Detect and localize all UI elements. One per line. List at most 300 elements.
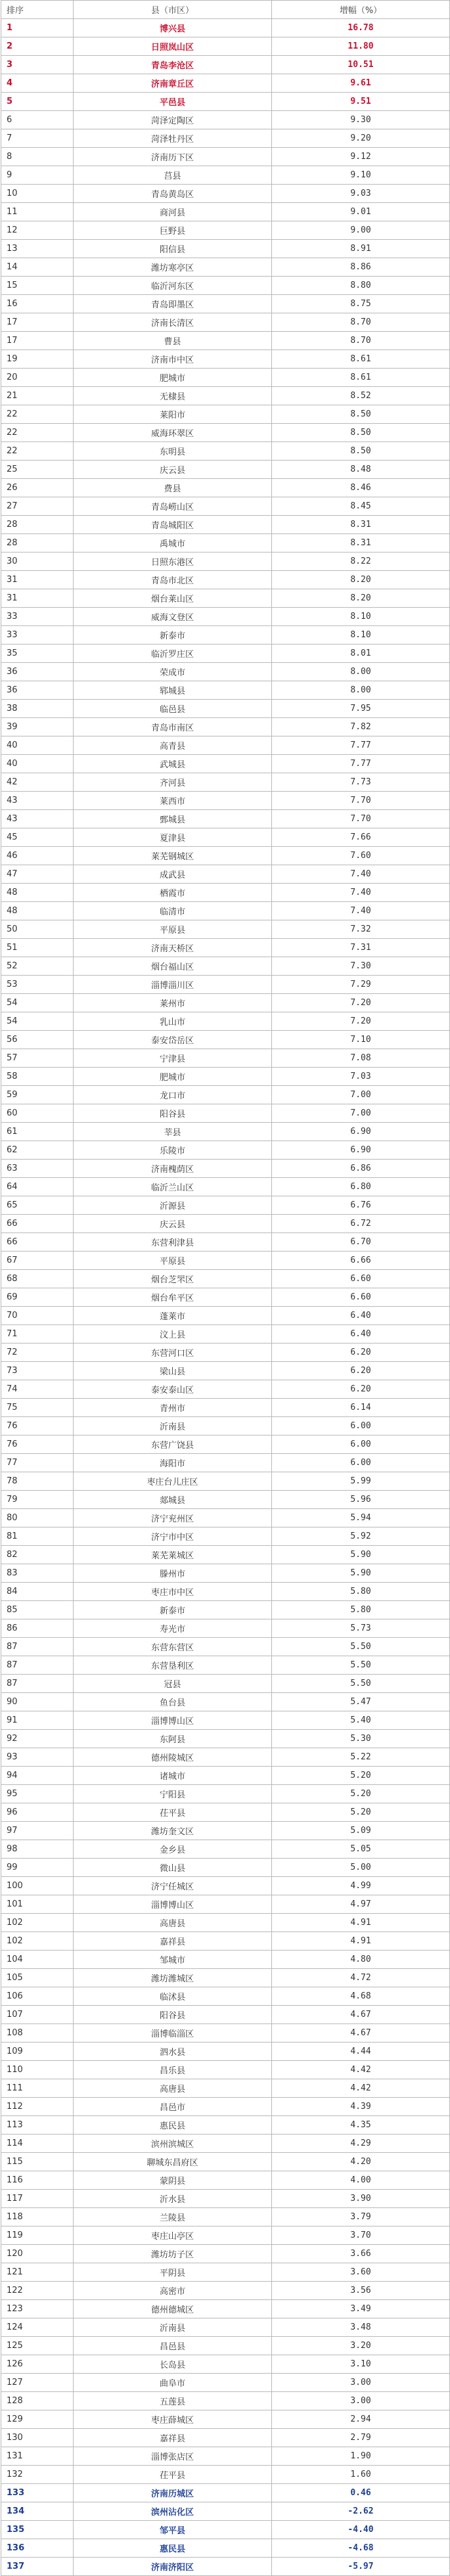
county-cell: 宁阳县 xyxy=(74,1785,272,1803)
county-cell: 郓城县 xyxy=(74,681,272,700)
rank-cell: 111 xyxy=(1,2079,74,2098)
county-cell: 金乡县 xyxy=(74,1840,272,1859)
value-cell: 5.50 xyxy=(272,1638,450,1656)
rank-cell: 54 xyxy=(1,994,74,1012)
county-cell: 威海文登区 xyxy=(74,608,272,626)
table-row xyxy=(1,1491,450,1509)
table-row xyxy=(1,1748,450,1767)
table-row xyxy=(1,792,450,810)
county-cell: 禹城市 xyxy=(74,534,272,553)
value-cell: 6.80 xyxy=(272,1178,450,1196)
table-row xyxy=(1,2466,450,2484)
rank-cell: 87 xyxy=(1,1656,74,1675)
table-row xyxy=(1,1344,450,1362)
table-row xyxy=(1,1803,450,1822)
rank-cell: 66 xyxy=(1,1233,74,1252)
rank-cell: 91 xyxy=(1,1711,74,1730)
value-cell: 5.80 xyxy=(272,1601,450,1619)
table-row xyxy=(1,405,450,424)
value-cell: 7.40 xyxy=(272,865,450,884)
table-row xyxy=(1,1840,450,1859)
value-cell: 7.66 xyxy=(272,828,450,847)
value-cell: 4.67 xyxy=(272,2006,450,2024)
rank-cell: 115 xyxy=(1,2153,74,2171)
county-cell: 东营河口区 xyxy=(74,1344,272,1362)
value-cell: 6.00 xyxy=(272,1417,450,1435)
county-cell: 茌平县 xyxy=(74,1803,272,1822)
county-cell: 淄博淄川区 xyxy=(74,976,272,994)
county-cell: 惠民县 xyxy=(74,2539,272,2558)
table-row xyxy=(1,1638,450,1656)
table-row xyxy=(1,939,450,957)
table-row xyxy=(1,1509,450,1527)
value-cell: 3.49 xyxy=(272,2300,450,2318)
value-cell: 10.51 xyxy=(272,56,450,74)
county-cell: 淄博博山区 xyxy=(74,1711,272,1730)
table-row xyxy=(1,663,450,681)
table-row xyxy=(1,1472,450,1491)
county-cell: 昌乐县 xyxy=(74,2061,272,2079)
rank-cell: 134 xyxy=(1,2502,74,2521)
rank-cell: 45 xyxy=(1,828,74,847)
value-cell: 6.20 xyxy=(272,1344,450,1362)
county-cell: 德州德城区 xyxy=(74,2300,272,2318)
county-cell: 聊城东昌府区 xyxy=(74,2153,272,2171)
value-cell: 8.70 xyxy=(272,332,450,350)
county-cell: 新泰市 xyxy=(74,626,272,644)
value-cell: 5.90 xyxy=(272,1546,450,1564)
table-row xyxy=(1,313,450,332)
rank-cell: 81 xyxy=(1,1527,74,1546)
value-cell: 4.99 xyxy=(272,1877,450,1895)
table-row xyxy=(1,1859,450,1877)
table-row xyxy=(1,589,450,608)
table-row xyxy=(1,1914,450,1932)
table-row xyxy=(1,1546,450,1564)
value-cell: 5.20 xyxy=(272,1785,450,1803)
value-cell: 8.31 xyxy=(272,516,450,534)
county-cell: 惠民县 xyxy=(74,2116,272,2135)
county-cell: 长岛县 xyxy=(74,2355,272,2374)
table-row xyxy=(1,1215,450,1233)
county-cell: 齐河县 xyxy=(74,773,272,792)
table-row xyxy=(1,2006,450,2024)
value-cell: 6.66 xyxy=(272,1252,450,1270)
table-row xyxy=(1,1288,450,1307)
value-cell: 2.94 xyxy=(272,2410,450,2429)
value-cell: 9.10 xyxy=(272,166,450,185)
table-row xyxy=(1,2429,450,2447)
value-cell: 4.29 xyxy=(272,2135,450,2153)
value-cell: 8.10 xyxy=(272,626,450,644)
county-cell: 商河县 xyxy=(74,203,272,221)
county-cell: 高唐县 xyxy=(74,2079,272,2098)
value-cell: 4.72 xyxy=(272,1969,450,1987)
table-row xyxy=(1,74,450,93)
table-row xyxy=(1,295,450,313)
table-row xyxy=(1,2521,450,2539)
county-cell: 济南长清区 xyxy=(74,313,272,332)
county-cell: 龙口市 xyxy=(74,1086,272,1104)
county-cell: 威海环翠区 xyxy=(74,424,272,442)
rank-cell: 124 xyxy=(1,2318,74,2337)
value-cell: 3.48 xyxy=(272,2318,450,2337)
table-row xyxy=(1,1178,450,1196)
table-row xyxy=(1,1895,450,1914)
county-cell: 海阳市 xyxy=(74,1454,272,1472)
rank-cell: 4 xyxy=(1,74,74,93)
rank-cell: 121 xyxy=(1,2263,74,2282)
rank-cell: 95 xyxy=(1,1785,74,1803)
county-cell: 沂南县 xyxy=(74,2318,272,2337)
value-cell: 5.22 xyxy=(272,1748,450,1767)
table-row xyxy=(1,1141,450,1160)
value-cell: 3.90 xyxy=(272,2190,450,2208)
rank-cell: 64 xyxy=(1,1178,74,1196)
value-cell: 4.20 xyxy=(272,2153,450,2171)
rank-cell: 96 xyxy=(1,1803,74,1822)
rank-cell: 98 xyxy=(1,1840,74,1859)
county-cell: 泗水县 xyxy=(74,2043,272,2061)
rank-cell: 42 xyxy=(1,773,74,792)
rank-cell: 76 xyxy=(1,1435,74,1454)
value-cell: 3.00 xyxy=(272,2374,450,2392)
rank-cell: 87 xyxy=(1,1675,74,1693)
table-row xyxy=(1,608,450,626)
table-row xyxy=(1,2337,450,2355)
table-row xyxy=(1,902,450,920)
value-cell: 4.68 xyxy=(272,1987,450,2006)
table-row xyxy=(1,736,450,755)
county-cell: 淄博博山区 xyxy=(74,1895,272,1914)
value-cell: 7.40 xyxy=(272,902,450,920)
table-row xyxy=(1,1380,450,1399)
rank-cell: 125 xyxy=(1,2337,74,2355)
county-cell: 莱西市 xyxy=(74,792,272,810)
rank-cell: 70 xyxy=(1,1307,74,1325)
rank-cell: 22 xyxy=(1,405,74,424)
rank-cell: 137 xyxy=(1,2558,74,2576)
table-row xyxy=(1,1270,450,1288)
rank-cell: 54 xyxy=(1,1012,74,1031)
value-cell: 7.77 xyxy=(272,755,450,773)
county-cell: 日照东港区 xyxy=(74,553,272,571)
value-cell: 5.92 xyxy=(272,1527,450,1546)
value-cell: -4.68 xyxy=(272,2539,450,2558)
value-cell: 6.00 xyxy=(272,1454,450,1472)
county-cell: 蒙阴县 xyxy=(74,2171,272,2190)
table-row xyxy=(1,1435,450,1454)
rank-cell: 63 xyxy=(1,1160,74,1178)
county-cell: 肥城市 xyxy=(74,1068,272,1086)
value-cell: 8.48 xyxy=(272,461,450,479)
county-cell: 滨州滨城区 xyxy=(74,2135,272,2153)
county-cell: 青岛市北区 xyxy=(74,571,272,589)
county-cell: 汶上县 xyxy=(74,1325,272,1344)
value-cell: 7.03 xyxy=(272,1068,450,1086)
rank-cell: 22 xyxy=(1,442,74,461)
rank-cell: 104 xyxy=(1,1951,74,1969)
county-cell: 武城县 xyxy=(74,755,272,773)
county-cell: 莱芜莱城区 xyxy=(74,1546,272,1564)
table-row xyxy=(1,957,450,976)
county-cell: 烟台莱山区 xyxy=(74,589,272,608)
rank-cell: 93 xyxy=(1,1748,74,1767)
table-row xyxy=(1,2502,450,2521)
rank-cell: 120 xyxy=(1,2245,74,2263)
value-cell: 5.50 xyxy=(272,1656,450,1675)
rank-cell: 59 xyxy=(1,1086,74,1104)
county-cell: 阳谷县 xyxy=(74,1104,272,1123)
county-cell: 昌邑市 xyxy=(74,2098,272,2116)
rank-cell: 79 xyxy=(1,1491,74,1509)
county-cell: 肥城市 xyxy=(74,369,272,387)
table-row xyxy=(1,129,450,148)
value-cell: 7.60 xyxy=(272,847,450,865)
county-cell: 青岛崂山区 xyxy=(74,497,272,516)
county-cell: 高青县 xyxy=(74,736,272,755)
rank-cell: 92 xyxy=(1,1730,74,1748)
county-cell: 乐陵市 xyxy=(74,1141,272,1160)
rank-cell: 53 xyxy=(1,976,74,994)
county-cell: 邹城市 xyxy=(74,1951,272,1969)
rank-cell: 119 xyxy=(1,2226,74,2245)
county-cell: 夏津县 xyxy=(74,828,272,847)
value-cell: 5.30 xyxy=(272,1730,450,1748)
value-cell: 5.09 xyxy=(272,1822,450,1840)
county-cell: 五莲县 xyxy=(74,2392,272,2410)
header-value: 增幅（%） xyxy=(272,1,450,19)
rank-cell: 33 xyxy=(1,626,74,644)
county-cell: 莱阳市 xyxy=(74,405,272,424)
county-cell: 平阴县 xyxy=(74,2263,272,2282)
value-cell: 9.30 xyxy=(272,111,450,129)
county-cell: 茌平县 xyxy=(74,2466,272,2484)
value-cell: 9.61 xyxy=(272,74,450,93)
rank-cell: 50 xyxy=(1,920,74,939)
rank-cell: 74 xyxy=(1,1380,74,1399)
county-cell: 济南历下区 xyxy=(74,148,272,166)
county-cell: 嘉祥县 xyxy=(74,2429,272,2447)
rank-cell: 38 xyxy=(1,700,74,718)
county-cell: 枣庄山亭区 xyxy=(74,2226,272,2245)
value-cell: 4.91 xyxy=(272,1914,450,1932)
value-cell: 11.80 xyxy=(272,37,450,56)
value-cell: 8.31 xyxy=(272,534,450,553)
rank-cell: 131 xyxy=(1,2447,74,2466)
rank-cell: 66 xyxy=(1,1215,74,1233)
table-row xyxy=(1,2558,450,2576)
rank-cell: 9 xyxy=(1,166,74,185)
county-cell: 东营东营区 xyxy=(74,1638,272,1656)
rank-cell: 17 xyxy=(1,332,74,350)
county-cell: 临邑县 xyxy=(74,700,272,718)
rank-cell: 90 xyxy=(1,1693,74,1711)
rank-cell: 116 xyxy=(1,2171,74,2190)
county-cell: 临沭县 xyxy=(74,1987,272,2006)
rank-cell: 132 xyxy=(1,2466,74,2484)
county-cell: 无棣县 xyxy=(74,387,272,405)
table-row xyxy=(1,479,450,497)
table-row xyxy=(1,1987,450,2006)
rank-cell: 71 xyxy=(1,1325,74,1344)
rank-cell: 61 xyxy=(1,1123,74,1141)
value-cell: 5.94 xyxy=(272,1509,450,1527)
county-cell: 沂源县 xyxy=(74,1196,272,1215)
table-row xyxy=(1,571,450,589)
value-cell: 7.10 xyxy=(272,1031,450,1049)
county-cell: 莱芜钢城区 xyxy=(74,847,272,865)
county-cell: 平原县 xyxy=(74,1252,272,1270)
rank-cell: 67 xyxy=(1,1252,74,1270)
value-cell: 4.42 xyxy=(272,2079,450,2098)
table-row xyxy=(1,1252,450,1270)
county-cell: 沂南县 xyxy=(74,1417,272,1435)
value-cell: 7.29 xyxy=(272,976,450,994)
rank-cell: 65 xyxy=(1,1196,74,1215)
rank-cell: 35 xyxy=(1,644,74,663)
table-row xyxy=(1,1693,450,1711)
county-cell: 沂水县 xyxy=(74,2190,272,2208)
rank-cell: 15 xyxy=(1,277,74,295)
table-row xyxy=(1,2024,450,2043)
county-cell: 潍坊奎文区 xyxy=(74,1822,272,1840)
table-row xyxy=(1,1711,450,1730)
rank-cell: 36 xyxy=(1,681,74,700)
value-cell: 8.80 xyxy=(272,277,450,295)
header-county: 县（市区） xyxy=(74,1,272,19)
value-cell: 7.08 xyxy=(272,1049,450,1068)
rank-cell: 130 xyxy=(1,2429,74,2447)
value-cell: 8.50 xyxy=(272,442,450,461)
county-cell: 东阿县 xyxy=(74,1730,272,1748)
rank-cell: 3 xyxy=(1,56,74,74)
county-cell: 临沂河东区 xyxy=(74,277,272,295)
county-cell: 济南历城区 xyxy=(74,2484,272,2502)
county-cell: 荣成市 xyxy=(74,663,272,681)
rank-cell: 10 xyxy=(1,185,74,203)
value-cell: 4.80 xyxy=(272,1951,450,1969)
rank-cell: 27 xyxy=(1,497,74,516)
table-row xyxy=(1,1307,450,1325)
county-cell: 滕州市 xyxy=(74,1564,272,1583)
county-cell: 济南济阳区 xyxy=(74,2558,272,2576)
rank-cell: 127 xyxy=(1,2374,74,2392)
county-cell: 东营广饶县 xyxy=(74,1435,272,1454)
table-row xyxy=(1,2135,450,2153)
value-cell: 5.05 xyxy=(272,1840,450,1859)
value-cell: 6.00 xyxy=(272,1435,450,1454)
rank-cell: 133 xyxy=(1,2484,74,2502)
value-cell: 3.66 xyxy=(272,2245,450,2263)
value-cell: 4.67 xyxy=(272,2024,450,2043)
county-cell: 济南章丘区 xyxy=(74,74,272,93)
table-row xyxy=(1,1104,450,1123)
table-row xyxy=(1,277,450,295)
county-cell: 青岛黄岛区 xyxy=(74,185,272,203)
county-cell: 菏泽定陶区 xyxy=(74,111,272,129)
value-cell: 4.39 xyxy=(272,2098,450,2116)
value-cell: 7.95 xyxy=(272,700,450,718)
value-cell: -4.40 xyxy=(272,2521,450,2539)
table-row xyxy=(1,2226,450,2245)
value-cell: 8.46 xyxy=(272,479,450,497)
rank-cell: 110 xyxy=(1,2061,74,2079)
county-cell: 平原县 xyxy=(74,920,272,939)
rank-cell: 31 xyxy=(1,589,74,608)
value-cell: 8.45 xyxy=(272,497,450,516)
value-cell: 4.44 xyxy=(272,2043,450,2061)
county-cell: 宁津县 xyxy=(74,1049,272,1068)
rank-cell: 135 xyxy=(1,2521,74,2539)
table-row xyxy=(1,1785,450,1803)
rank-cell: 48 xyxy=(1,884,74,902)
table-row xyxy=(1,1233,450,1252)
rank-cell: 118 xyxy=(1,2208,74,2226)
value-cell: 7.40 xyxy=(272,884,450,902)
rank-cell: 76 xyxy=(1,1417,74,1435)
table-row xyxy=(1,424,450,442)
county-cell: 平邑县 xyxy=(74,93,272,111)
rank-cell: 100 xyxy=(1,1877,74,1895)
rank-cell: 68 xyxy=(1,1270,74,1288)
table-row xyxy=(1,461,450,479)
value-cell: 4.97 xyxy=(272,1895,450,1914)
rank-cell: 36 xyxy=(1,663,74,681)
rank-cell: 112 xyxy=(1,2098,74,2116)
value-cell: 7.20 xyxy=(272,994,450,1012)
rank-cell: 122 xyxy=(1,2282,74,2300)
value-cell: 8.50 xyxy=(272,405,450,424)
value-cell: 7.70 xyxy=(272,792,450,810)
rank-cell: 56 xyxy=(1,1031,74,1049)
table-row xyxy=(1,2447,450,2466)
rank-cell: 94 xyxy=(1,1767,74,1785)
table-row xyxy=(1,2079,450,2098)
table-row xyxy=(1,534,450,553)
table-row xyxy=(1,2392,450,2410)
table-row xyxy=(1,700,450,718)
rank-cell: 128 xyxy=(1,2392,74,2410)
value-cell: 2.79 xyxy=(272,2429,450,2447)
rank-cell: 126 xyxy=(1,2355,74,2374)
rank-cell: 12 xyxy=(1,221,74,240)
table-row xyxy=(1,1068,450,1086)
table-row xyxy=(1,203,450,221)
value-cell: 9.12 xyxy=(272,148,450,166)
county-cell: 潍坊寒亭区 xyxy=(74,258,272,277)
rank-cell: 43 xyxy=(1,810,74,828)
header-rank: 排序 xyxy=(1,1,74,19)
county-cell: 曹县 xyxy=(74,332,272,350)
table-row xyxy=(1,1564,450,1583)
value-cell: 6.40 xyxy=(272,1325,450,1344)
table-row xyxy=(1,258,450,277)
rank-cell: 46 xyxy=(1,847,74,865)
value-cell: 6.90 xyxy=(272,1123,450,1141)
rank-cell: 43 xyxy=(1,792,74,810)
rank-cell: 83 xyxy=(1,1564,74,1583)
table-row xyxy=(1,1031,450,1049)
rank-cell: 99 xyxy=(1,1859,74,1877)
table-row xyxy=(1,1583,450,1601)
table-row xyxy=(1,1362,450,1380)
value-cell: 8.70 xyxy=(272,313,450,332)
table-row xyxy=(1,828,450,847)
rank-cell: 82 xyxy=(1,1546,74,1564)
table-row xyxy=(1,185,450,203)
table-row xyxy=(1,626,450,644)
